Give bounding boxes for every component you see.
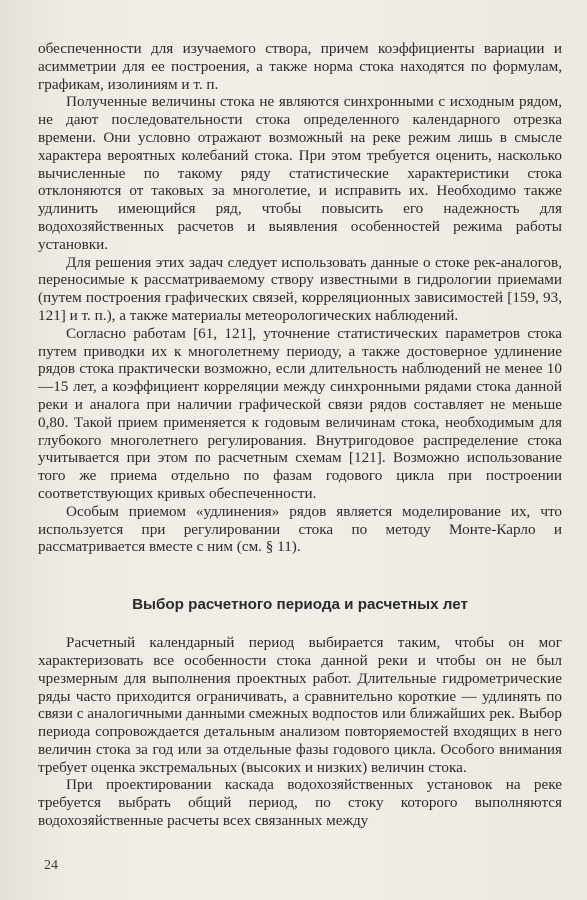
section-heading: Выбор расчетного периода и расчетных лет xyxy=(132,596,468,614)
paragraph: обеспеченности для изучаемого створа, причем коэффициенты вариации и асимметрии для ее построения, а также норма стока находятся по формулам, графикам, изолиниям и т. п. xyxy=(38,40,562,93)
paragraph: Согласно работам [61, 121], уточнение статистических параметров стока путем приводки их к многолетнему периоду, а также достоверное удлинение рядов стока практически возможно, если длительность наблюдений не менее 10—15 лет, а коэффициент корреляции между синхронными рядами стока данной реки и аналога при наличии графической связи рядов составляет не меньше 0,80. Такой прием применяется к годовым величинам стока, необходимым для глубокого многолетнего регулирования. Внутригодовое распределение стока учитывается при этом по расчетным схемам [121]. Возможно использование того же приема отдельно по фазам годового цикла при построении соответствующих кривых обеспеченности. xyxy=(38,324,562,502)
paragraph: Особым приемом «удлинения» рядов является моделирование их, что используется при регулировании стока по методу Монте-Карло и рассматривается вместе с ним (см. § 11). xyxy=(38,502,562,556)
paragraph: Полученные величины стока не являются синхронными с исходным рядом, не дают последовательности стока определенного календарного отрезка времени. Они условно отражают возможный на реке режим лишь в смысле характера вероятных колебаний стока. При этом требуется оценить, насколько вычисленные по такому ряду статистические характеристики стока отклоняются от таковых за многолетие, и исправить их. Необходимо также удлинить имеющийся ряд, чтобы повысить его надежность для водохозяйственных расчетов и выявления особенностей режима работы установки. xyxy=(38,93,562,253)
page-body xyxy=(38,40,562,830)
page-number: 24 xyxy=(44,858,58,873)
paragraph: При проектировании каскада водохозяйственных установок на реке требуется выбрать общий период, по стоку которого выполняются водохозяйственные расчеты всех связанных между xyxy=(38,776,562,830)
paragraph: Расчетный календарный период выбирается таким, чтобы он мог характеризовать все особенности стока данной реки и чтобы он не был чрезмерным для выполнения проектных работ. Длительные гидрометрические ряды часто приходится ограничивать, а сравнительно короткие — удлинять по связи с аналогичными данными смежных водпостов или ближайших рек. Выбор периода сопровождается детальным анализом повторяемостей входящих в него величин стока за год или за отдельные фазы годового цикла. Особого внимания требует оценка экстремальных (высоких и низких) величин стока. xyxy=(38,634,562,776)
paragraph: Для решения этих задач следует использовать данные о стоке рек-аналогов, переносимые к рассматриваемому створу известными в гидрологии приемами (путем построения графических связей, корреляционных зависимостей [159, 93, 121] и т. п.), а также материалы метеорологических наблюдений. xyxy=(38,253,562,324)
